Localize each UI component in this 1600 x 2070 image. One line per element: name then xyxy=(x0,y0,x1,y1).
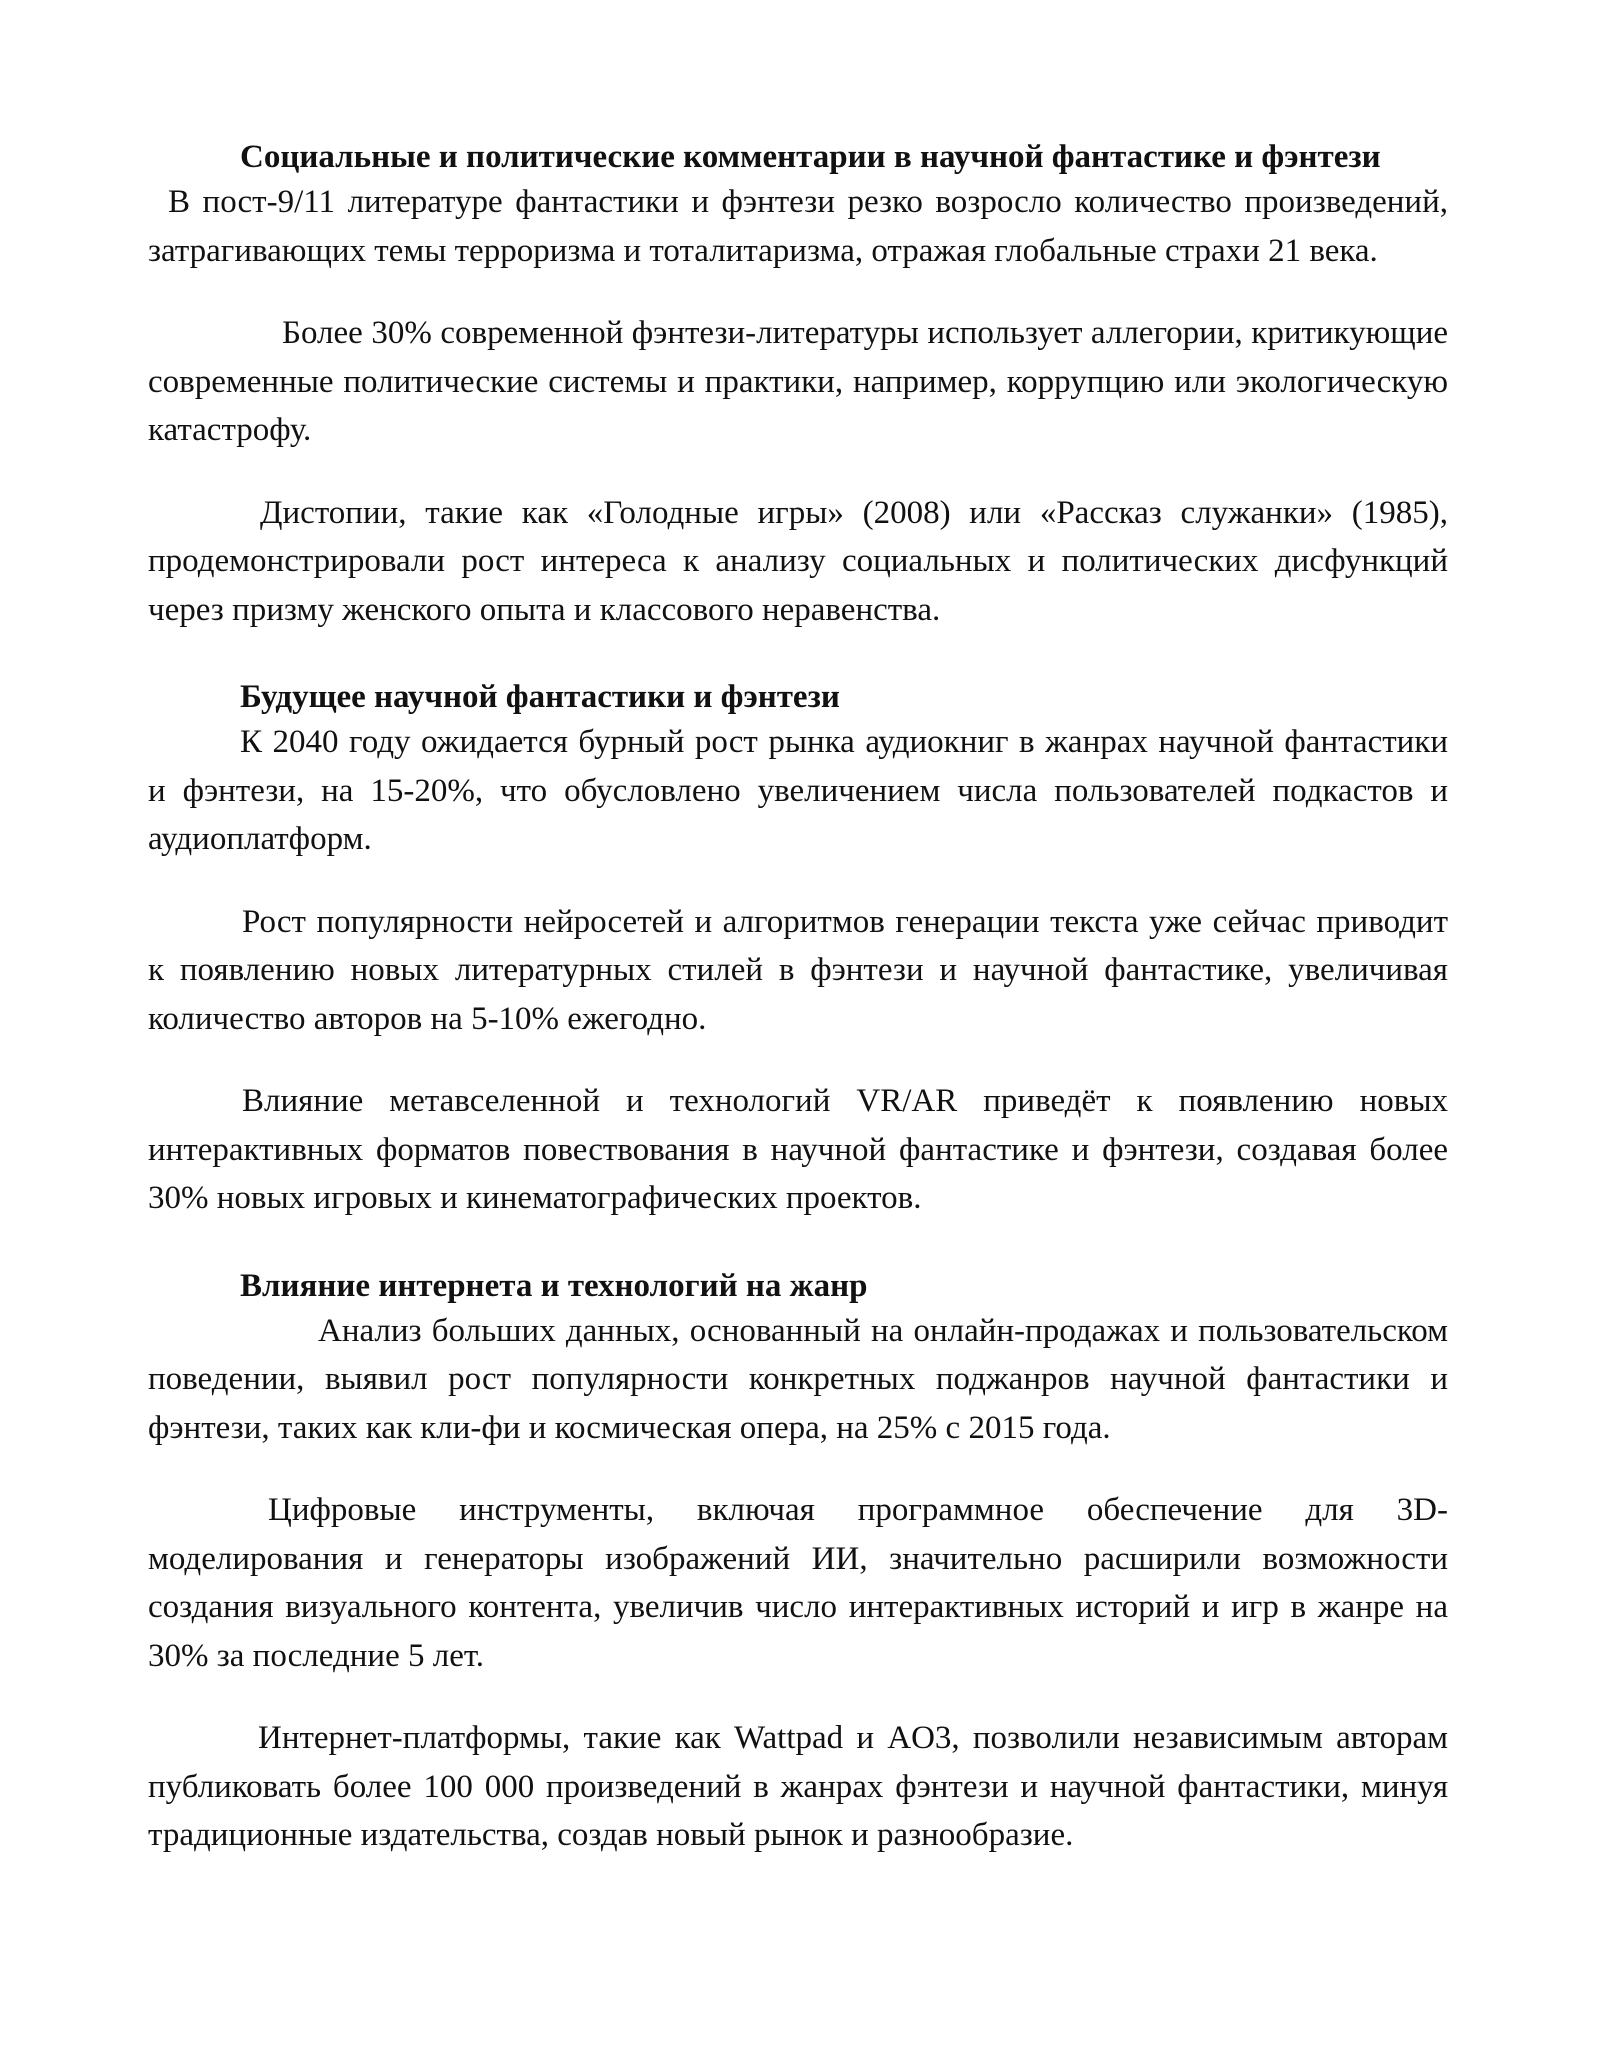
paragraph: В пост-9/11 литературе фантастики и фэнтези резко возросло количество произведений, затрагивающих темы терроризма и тоталитаризма, отражая глобальные страхи 21 века. xyxy=(148,184,1448,269)
paragraph: К 2040 году ожидается бурный рост рынка аудиокниг в жанрах научной фантастики и фэнтези, на 15-20%, что обусловлено увеличением числа пользователей подкастов и аудиоплатформ. xyxy=(148,724,1448,857)
paragraph: Анализ больших данных, основанный на онлайн-продажах и пользовательском поведении, выявил рост популярности конкретных поджанров научной фантастики и фэнтези, таких как кли-фи и космическая опера, на 25% с 2015 года. xyxy=(148,1312,1448,1446)
paragraph: Интернет-платформы, такие как Wattpad и AO3, позволили независимым авторам публиковать более 100 000 произведений в жанрах фэнтези и научной фантастики, минуя традиционные издательства, создав новый рынок и разнообразие. xyxy=(148,1720,1448,1853)
paragraph: Дистопии, такие как «Голодные игры» (2008) или «Рассказ служанки» (1985), продемонстрировали рост интереса к анализу социальных и политических дисфункций через призму женского опыта и классового неравенства. xyxy=(148,494,1448,628)
paragraph: Цифровые инструменты, включая программное обеспечение для 3D-моделирования и генераторы изображений ИИ, значительно расширили возможности создания визуального контента, увеличив число интерактивных историй и игр в жанре на 30% за последние 5 лет. xyxy=(148,1492,1448,1674)
section-heading-internet-tech: Влияние интернета и технологий на жанр xyxy=(240,1267,868,1304)
paragraph: Рост популярности нейросетей и алгоритмов генерации текста уже сейчас приводит к появлению новых литературных стилей в фэнтези и научной фантастике, увеличивая количество авторов на 5-10% ежегодно. xyxy=(148,903,1448,1037)
document-body xyxy=(148,136,1448,1860)
paragraph: Более 30% современной фэнтези-литературы использует аллегории, критикующие современные политические системы и практики, например, коррупцию или экологическую катастрофу. xyxy=(148,315,1448,448)
section-heading-social-political: Социальные и политические комментарии в научной фантастике и фэнтези xyxy=(240,139,1381,175)
paragraph: Влияние метавселенной и технологий VR/AR приведёт к появлению новых интерактивных форматов повествования в научной фантастике и фэнтези, создавая более 30% новых игровых и кинематографических проектов. xyxy=(148,1083,1448,1216)
section-heading-future: Будущее научной фантастики и фэнтези xyxy=(240,679,840,715)
